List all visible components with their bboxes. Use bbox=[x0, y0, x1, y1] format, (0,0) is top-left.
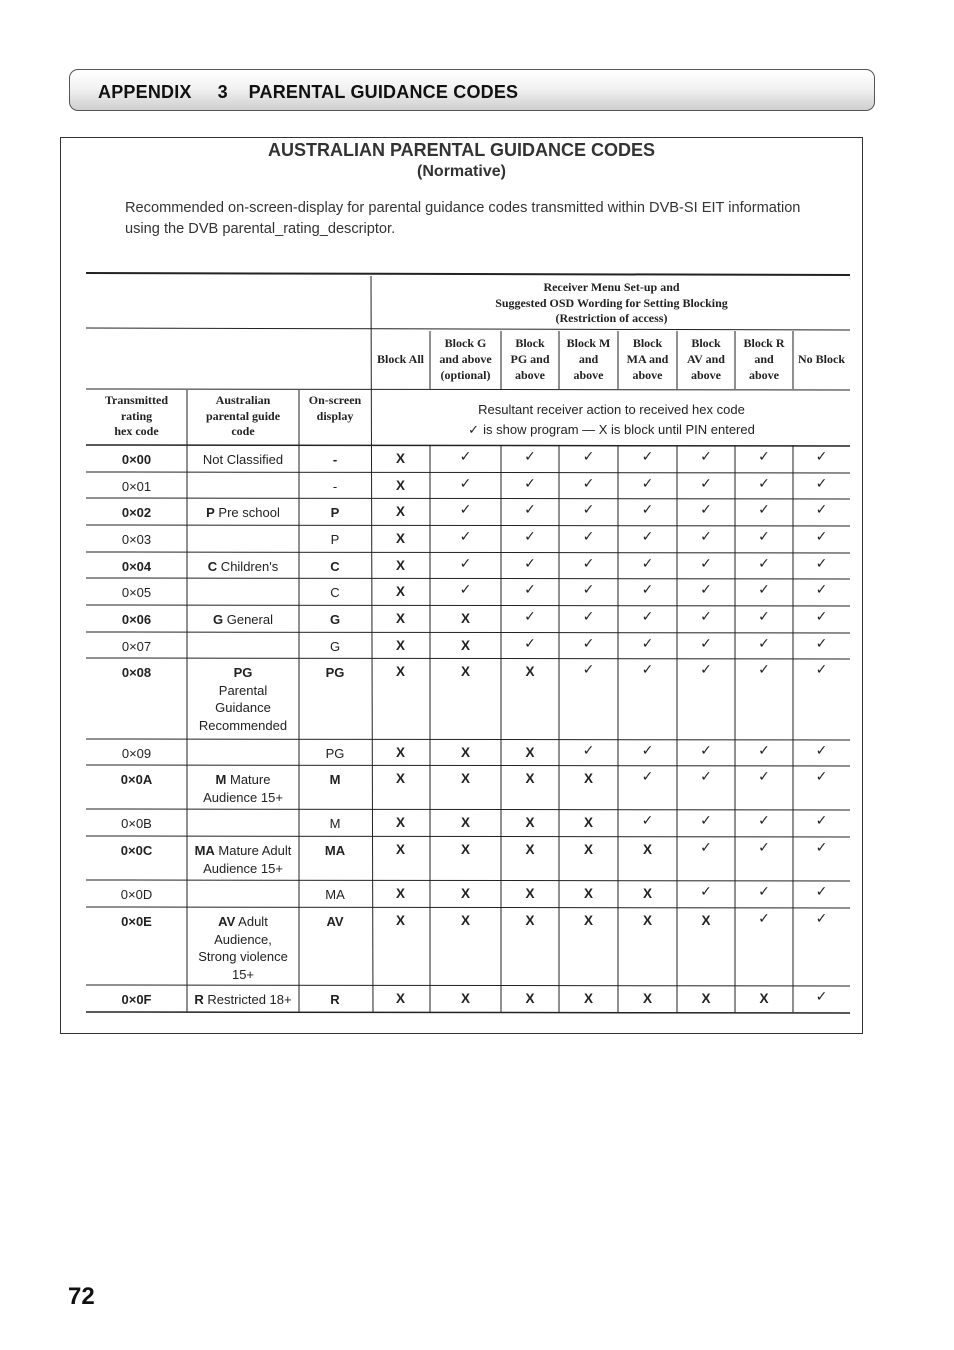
on-screen-display-cell: - bbox=[332, 452, 338, 467]
show-check-icon: ✓ bbox=[758, 476, 770, 492]
show-check-icon: ✓ bbox=[815, 743, 828, 759]
guide-code-text: Pre school bbox=[214, 505, 280, 520]
show-check-icon: ✓ bbox=[582, 556, 595, 572]
hex-code-cell: 0×09 bbox=[121, 746, 152, 761]
block-mark: X bbox=[395, 991, 405, 1006]
guide-code-text: Audience, bbox=[214, 931, 272, 947]
show-check-icon: ✓ bbox=[700, 662, 712, 678]
hex-code-cell: 0×02 bbox=[121, 505, 152, 520]
on-screen-display-cell: - bbox=[332, 479, 338, 494]
show-check-icon: ✓ bbox=[700, 529, 712, 545]
guide-code-cell bbox=[187, 558, 299, 576]
show-check-icon: ✓ bbox=[582, 636, 595, 652]
block-mark: X bbox=[395, 531, 405, 546]
block-mark: X bbox=[583, 842, 593, 857]
show-check-icon: ✓ bbox=[815, 609, 828, 625]
show-check-icon: ✓ bbox=[758, 609, 770, 625]
block-mark: X bbox=[395, 771, 405, 786]
show-check-icon: ✓ bbox=[582, 743, 595, 759]
block-mark: X bbox=[395, 842, 405, 857]
block-mark: X bbox=[525, 913, 535, 928]
left-column-header: rating bbox=[120, 408, 153, 423]
hex-code-cell: 0×0F bbox=[121, 992, 152, 1007]
action-column-header: (optional) bbox=[440, 368, 491, 382]
left-column-header: display bbox=[316, 408, 354, 423]
show-check-icon: ✓ bbox=[524, 636, 536, 652]
show-check-icon: ✓ bbox=[524, 556, 536, 572]
show-check-icon: ✓ bbox=[641, 813, 654, 829]
show-check-icon: ✓ bbox=[815, 662, 828, 678]
action-column-header: Block bbox=[632, 336, 663, 350]
block-mark: X bbox=[642, 991, 652, 1006]
block-mark: X bbox=[395, 451, 405, 466]
block-mark: X bbox=[460, 771, 470, 786]
block-mark: X bbox=[395, 886, 405, 901]
hex-code-cell: 0×05 bbox=[121, 585, 152, 600]
block-mark: X bbox=[525, 842, 535, 857]
action-column-header: and bbox=[754, 352, 774, 366]
block-mark: X bbox=[701, 991, 711, 1006]
show-check-icon: ✓ bbox=[524, 476, 536, 492]
show-check-icon: ✓ bbox=[582, 502, 595, 518]
hex-code-cell: 0×04 bbox=[121, 559, 152, 574]
block-mark: X bbox=[395, 558, 405, 573]
guide-code-text: Audience 15+ bbox=[203, 789, 283, 805]
show-check-icon: ✓ bbox=[700, 769, 712, 785]
guide-code-text: Mature bbox=[226, 772, 271, 787]
show-check-icon: ✓ bbox=[758, 556, 770, 572]
block-mark: X bbox=[642, 842, 652, 857]
block-mark: X bbox=[525, 991, 535, 1006]
show-check-icon: ✓ bbox=[582, 449, 595, 465]
show-check-icon: ✓ bbox=[815, 884, 828, 900]
show-check-icon: ✓ bbox=[641, 609, 654, 625]
block-mark: X bbox=[460, 664, 470, 679]
block-mark: X bbox=[395, 584, 405, 599]
block-mark: X bbox=[583, 815, 593, 830]
block-mark: X bbox=[525, 815, 535, 830]
show-check-icon: ✓ bbox=[815, 582, 828, 598]
show-check-icon: ✓ bbox=[758, 529, 770, 545]
guide-code-letter: G bbox=[213, 612, 224, 627]
show-check-icon: ✓ bbox=[758, 636, 770, 652]
show-check-icon: ✓ bbox=[459, 449, 472, 465]
show-check-icon: ✓ bbox=[815, 449, 828, 465]
show-check-icon: ✓ bbox=[459, 502, 472, 518]
show-check-icon: ✓ bbox=[758, 911, 770, 927]
show-check-icon: ✓ bbox=[815, 989, 828, 1005]
show-check-icon: ✓ bbox=[459, 529, 472, 545]
show-check-icon: ✓ bbox=[700, 636, 712, 652]
action-column-header: above bbox=[691, 368, 721, 382]
show-check-icon: ✓ bbox=[700, 449, 712, 465]
show-check-icon: ✓ bbox=[641, 449, 654, 465]
action-column-header: Block bbox=[691, 336, 721, 350]
show-check-icon: ✓ bbox=[700, 840, 712, 856]
page-number: 72 bbox=[68, 1283, 95, 1310]
on-screen-display-cell: R bbox=[330, 992, 340, 1007]
block-mark: X bbox=[395, 478, 405, 493]
show-check-icon: ✓ bbox=[815, 813, 828, 829]
on-screen-display-cell: G bbox=[329, 612, 341, 627]
show-check-icon: ✓ bbox=[524, 449, 536, 465]
show-check-icon: ✓ bbox=[641, 582, 654, 598]
on-screen-display-cell: M bbox=[329, 772, 341, 787]
block-mark: X bbox=[642, 886, 652, 901]
guide-code-text: Adult bbox=[235, 914, 268, 929]
appendix-header-title: APPENDIX 3 PARENTAL GUIDANCE CODES bbox=[98, 82, 519, 102]
show-check-icon: ✓ bbox=[700, 556, 712, 572]
block-mark: X bbox=[395, 504, 405, 519]
action-column-header: MA and bbox=[626, 352, 669, 366]
guide-code-cell bbox=[187, 664, 299, 734]
on-screen-display-cell: P bbox=[330, 532, 340, 547]
left-column-header: parental guide bbox=[205, 408, 281, 423]
block-mark: X bbox=[460, 611, 470, 626]
left-column-header: hex code bbox=[114, 424, 159, 438]
block-mark: X bbox=[460, 886, 470, 901]
guide-code-text: Audience 15+ bbox=[203, 860, 283, 876]
show-check-icon: ✓ bbox=[459, 556, 472, 572]
block-mark: X bbox=[460, 842, 470, 857]
on-screen-display-cell: G bbox=[329, 639, 341, 654]
on-screen-display-cell: C bbox=[330, 585, 340, 600]
block-mark: X bbox=[642, 913, 652, 928]
show-check-icon: ✓ bbox=[700, 476, 712, 492]
show-check-icon: ✓ bbox=[582, 476, 595, 492]
guide-code-text: Strong violence bbox=[198, 949, 288, 964]
guide-code-text: Parental bbox=[218, 682, 268, 698]
document-subtitle: (Normative) bbox=[417, 163, 506, 180]
on-screen-display-cell: MA bbox=[324, 843, 346, 858]
show-check-icon: ✓ bbox=[524, 582, 536, 598]
hex-code-cell: 0×0A bbox=[120, 772, 153, 787]
show-check-icon: ✓ bbox=[700, 609, 712, 625]
on-screen-display-cell: PG bbox=[325, 746, 345, 761]
hex-code-cell: 0×0C bbox=[120, 843, 153, 858]
guide-code-letter: AV bbox=[218, 914, 236, 929]
action-column-header: above bbox=[573, 368, 604, 382]
guide-code-text: Not Classified bbox=[202, 452, 284, 467]
action-column-header: Block bbox=[515, 336, 545, 350]
action-column-header: Block G bbox=[444, 336, 487, 350]
left-column-header: Australian bbox=[215, 393, 271, 407]
block-mark: X bbox=[759, 991, 769, 1006]
block-mark: X bbox=[525, 771, 535, 786]
guide-code-text: Recommended bbox=[198, 717, 288, 733]
left-column-header: Transmitted bbox=[104, 393, 169, 407]
action-column-header: above bbox=[632, 368, 663, 382]
guide-code-text: Guidance bbox=[215, 700, 271, 715]
hex-code-cell: 0×07 bbox=[121, 639, 152, 654]
guide-code-text: Children's bbox=[217, 559, 279, 574]
on-screen-display-cell: AV bbox=[326, 914, 344, 929]
block-mark: X bbox=[460, 638, 470, 653]
guide-code-text: Restricted 18+ bbox=[203, 992, 292, 1007]
guide-code-letter: C bbox=[207, 559, 218, 574]
show-check-icon: ✓ bbox=[524, 609, 536, 625]
show-check-icon: ✓ bbox=[582, 582, 595, 598]
block-mark: X bbox=[525, 886, 535, 901]
guide-code-cell bbox=[187, 771, 299, 806]
show-check-icon: ✓ bbox=[815, 769, 828, 785]
guide-code-cell bbox=[187, 504, 299, 522]
show-check-icon: ✓ bbox=[524, 502, 536, 518]
action-column-header: Block R bbox=[743, 336, 785, 350]
guide-code-letter: PG bbox=[233, 665, 253, 680]
show-check-icon: ✓ bbox=[815, 529, 828, 545]
show-check-icon: ✓ bbox=[815, 636, 828, 652]
block-mark: X bbox=[583, 771, 593, 786]
guide-code-text: 15+ bbox=[231, 966, 255, 982]
document-title: AUSTRALIAN PARENTAL GUIDANCE CODES bbox=[267, 140, 655, 160]
group-header-line: Suggested OSD Wording for Setting Blocking bbox=[495, 295, 728, 310]
left-column-header: On-screen bbox=[308, 393, 362, 407]
on-screen-display-cell: MA bbox=[325, 887, 345, 902]
block-mark: X bbox=[395, 664, 405, 679]
block-mark: X bbox=[460, 815, 470, 830]
show-check-icon: ✓ bbox=[758, 662, 770, 678]
document-intro: Recommended on-screen-display for parental guidance codes transmitted within DVB-SI EIT information using the DVB parental_rating_descriptor. bbox=[125, 200, 801, 237]
hex-code-cell: 0×01 bbox=[121, 479, 152, 494]
show-check-icon: ✓ bbox=[758, 769, 770, 785]
hex-code-cell: 0×03 bbox=[121, 532, 152, 547]
show-check-icon: ✓ bbox=[758, 449, 770, 465]
show-check-icon: ✓ bbox=[641, 556, 654, 572]
show-check-icon: ✓ bbox=[459, 582, 472, 598]
show-check-icon: ✓ bbox=[582, 609, 595, 625]
show-check-icon: ✓ bbox=[815, 840, 828, 856]
block-mark: X bbox=[395, 815, 405, 830]
show-check-icon: ✓ bbox=[641, 529, 654, 545]
guide-code-letter: R bbox=[194, 992, 204, 1007]
guide-code-cell bbox=[187, 611, 299, 629]
show-check-icon: ✓ bbox=[758, 502, 770, 518]
show-check-icon: ✓ bbox=[815, 502, 828, 518]
action-column-header: and bbox=[578, 352, 599, 366]
show-check-icon: ✓ bbox=[700, 884, 712, 900]
action-column-header: Block M bbox=[566, 336, 611, 350]
guide-code-letter: P bbox=[206, 505, 215, 520]
guide-code-text: Mature Adult bbox=[214, 843, 292, 858]
action-column-header: Block All bbox=[376, 352, 424, 366]
block-mark: X bbox=[525, 664, 535, 679]
show-check-icon: ✓ bbox=[641, 636, 654, 652]
legend-text: is show program — X is block until PIN entered bbox=[483, 422, 755, 437]
block-mark: X bbox=[395, 913, 405, 928]
show-check-icon: ✓ bbox=[758, 582, 770, 598]
block-mark: X bbox=[701, 913, 711, 928]
action-column-header: No Block bbox=[797, 352, 845, 366]
show-check-icon: ✓ bbox=[641, 743, 654, 759]
guide-code-cell bbox=[187, 451, 299, 469]
show-check-icon: ✓ bbox=[641, 476, 654, 492]
show-check-icon: ✓ bbox=[524, 529, 536, 545]
group-header-line: (Restriction of access) bbox=[555, 311, 668, 325]
show-check-icon: ✓ bbox=[700, 502, 712, 518]
show-check-icon: ✓ bbox=[582, 529, 595, 545]
check-icon: ✓ bbox=[468, 423, 484, 438]
legend-line-1: Resultant receiver action to received hex code bbox=[478, 402, 745, 417]
group-header-line: Receiver Menu Set-up and bbox=[543, 280, 680, 294]
show-check-icon: ✓ bbox=[758, 743, 770, 759]
show-check-icon: ✓ bbox=[758, 884, 770, 900]
action-column-header: above bbox=[749, 368, 779, 382]
show-check-icon: ✓ bbox=[641, 769, 654, 785]
hex-code-cell: 0×0B bbox=[121, 816, 152, 831]
action-column-header: AV and bbox=[687, 352, 725, 366]
on-screen-display-cell: C bbox=[330, 559, 340, 574]
block-mark: X bbox=[460, 991, 470, 1006]
show-check-icon: ✓ bbox=[582, 662, 595, 678]
show-check-icon: ✓ bbox=[815, 476, 828, 492]
block-mark: X bbox=[583, 886, 593, 901]
show-check-icon: ✓ bbox=[758, 813, 770, 829]
block-mark: X bbox=[395, 745, 405, 760]
block-mark: X bbox=[395, 611, 405, 626]
show-check-icon: ✓ bbox=[641, 502, 654, 518]
left-column-header: code bbox=[231, 424, 255, 438]
show-check-icon: ✓ bbox=[641, 662, 654, 678]
block-mark: X bbox=[395, 638, 405, 653]
guide-code-cell bbox=[187, 842, 299, 877]
hex-code-cell: 0×0D bbox=[120, 887, 153, 902]
on-screen-display-cell: PG bbox=[325, 665, 345, 680]
show-check-icon: ✓ bbox=[815, 911, 828, 927]
block-mark: X bbox=[460, 745, 470, 760]
show-check-icon: ✓ bbox=[459, 476, 472, 492]
action-column-header: above bbox=[515, 368, 545, 382]
block-mark: X bbox=[460, 913, 470, 928]
show-check-icon: ✓ bbox=[758, 840, 770, 856]
hex-code-cell: 0×0E bbox=[121, 914, 152, 929]
on-screen-display-cell: P bbox=[330, 505, 340, 520]
guide-code-text: General bbox=[223, 612, 273, 627]
show-check-icon: ✓ bbox=[700, 813, 712, 829]
show-check-icon: ✓ bbox=[700, 582, 712, 598]
show-check-icon: ✓ bbox=[700, 743, 712, 759]
guide-code-cell bbox=[187, 913, 299, 983]
guide-code-letter: MA bbox=[194, 843, 215, 858]
action-column-header: and above bbox=[439, 352, 492, 366]
on-screen-display-cell: M bbox=[329, 816, 341, 831]
guide-code-letter: M bbox=[215, 772, 227, 787]
action-column-header: PG and bbox=[510, 352, 550, 366]
hex-code-cell: 0×00 bbox=[121, 452, 152, 467]
hex-code-cell: 0×08 bbox=[121, 665, 152, 680]
legend-line-2 bbox=[373, 421, 850, 440]
block-mark: X bbox=[583, 913, 593, 928]
guide-code-cell bbox=[187, 991, 299, 1009]
block-mark: X bbox=[525, 745, 535, 760]
block-mark: X bbox=[583, 991, 593, 1006]
hex-code-cell: 0×06 bbox=[121, 612, 152, 627]
show-check-icon: ✓ bbox=[815, 556, 828, 572]
